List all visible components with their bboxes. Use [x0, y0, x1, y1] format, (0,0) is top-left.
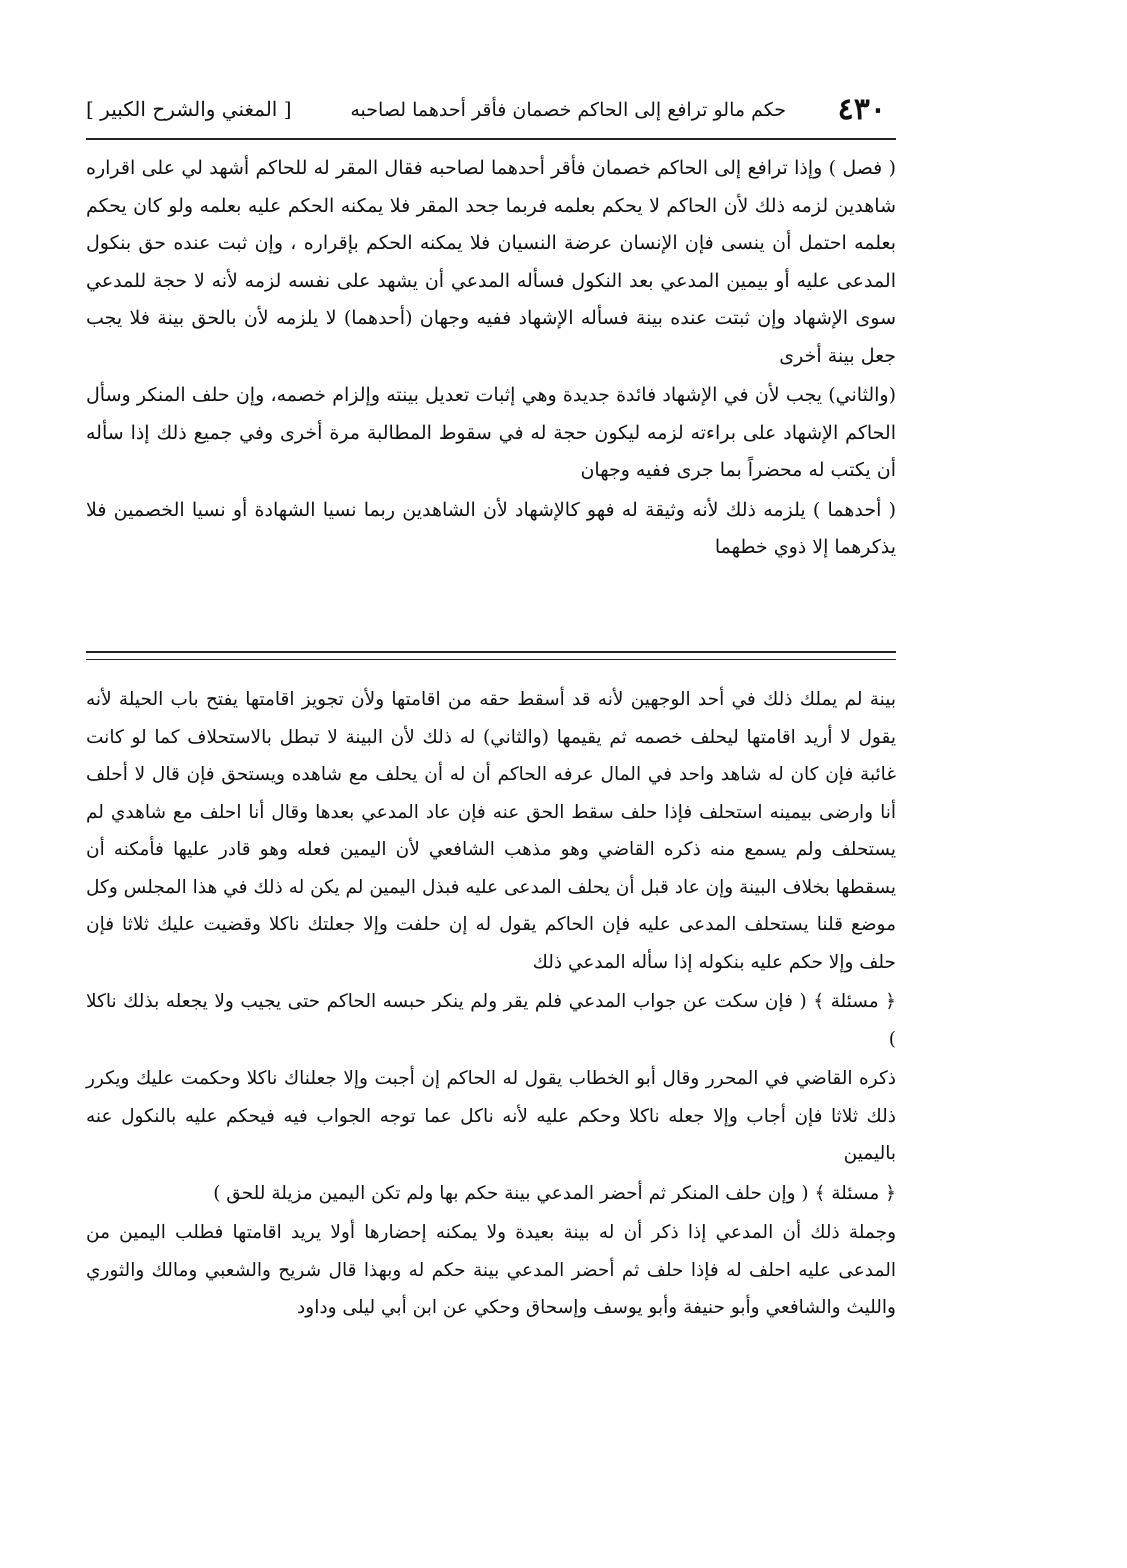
page-header [86, 86, 896, 140]
page-number: ٤٣٠ [837, 92, 886, 127]
running-title: حكم مالو ترافع إلى الحاكم خصمان فأقر أحدهما لصاحبه [350, 99, 786, 121]
section-divider [86, 651, 896, 660]
main-text-section [86, 150, 896, 569]
commentary-section [86, 681, 896, 1329]
paragraph: ( أحدهما ) يلزمه ذلك لأنه وثيقة له فهو كالإشهاد لأن الشاهدين ربما نسيا الشهادة أو نسيا الخصمين فلا يذكرهما إلا ذوي خطهما [86, 498, 896, 558]
paragraph: وجملة ذلك أن المدعي إذا ذكر أن له بينة بعيدة ولا يمكنه إحضارها أولا يريد اقامتها فطلب اليمين من المدعى عليه احلف له فإذا حلف ثم أحضر المدعي بينة حكم له وبهذا قال شريح والشعبي ومالك والثوري والليث والشافعي وأبو حنيفة وأبو يوسف وإسحاق وحكي عن ابن أبي ليلى وداود [86, 1222, 896, 1318]
paragraph: ( فصل ) وإذا ترافع إلى الحاكم خصمان فأقر أحدهما لصاحبه فقال المقر له للحاكم أشهد لي على اقراره شاهدين لزمه ذلك لأن الحاكم لا يحكم بعلمه فربما جحد المقر فلا يمكنه الحكم عليه بعلمه ولو كان يحكم بعلمه احتمل أن ينسى فإن الإنسان عرضة النسيان فلا يمكنه الحكم بإقراره ، وإن ثبت عنده حق بنكول المدعى عليه أو بيمين المدعي بعد النكول فسأله المدعي أن يشهد على نفسه لزمه لأنه لا حجة للمدعي سوى الإشهاد وإن ثبتت عنده بينة فسأله الإشهاد ففيه وجهان (أحدهما) لا يلزمه لأن بالحق بينة فلا يجب جعل بينة أخرى [86, 157, 896, 367]
book-title: [ المغني والشرح الكبير ] [86, 97, 292, 121]
paragraph: ذكره القاضي في المحرر وقال أبو الخطاب يقول له الحاكم إن أجبت وإلا جعلناك ناكلا وحكمت عليك ويكرر ذلك ثلاثا فإن أجاب وإلا جعله ناكلا وحكم عليه لأنه ناكل عما توجه الجواب فيه فيحكم عليه بالنكول عنه باليمين [86, 1068, 896, 1164]
paragraph: ﴿ مسئلة ﴾ ( وإن حلف المنكر ثم أحضر المدعي بينة حكم بها ولم تكن اليمين مزيلة للحق ) [213, 1182, 896, 1204]
paragraph: ﴿ مسئلة ﴾ ( فإن سكت عن جواب المدعي فلم يقر ولم ينكر حبسه الحاكم حتى يجيب ولا يجعله بذلك ناكلا ) [86, 991, 896, 1050]
paragraph: بينة لم يملك ذلك في أحد الوجهين لأنه قد أسقط حقه من اقامتها ولأن تجويز اقامتها يفتح باب الحيلة لأنه يقول لا أريد اقامتها ليحلف خصمه ثم يقيمها (والثاني) له ذلك لأن البينة لا تبطل بالاستحلاف كما لو كانت غائبة فإن كان له شاهد واحد في المال عرفه الحاكم أن له أن يحلف مع شاهده ويستحق فإن قال لا أحلف أنا وارضى بيمينه استحلف فإذا حلف سقط الحق عنه فإن عاد المدعي بعدها وقال أنا احلف مع شاهدي لم يستحلف ولم يسمع منه ذكره القاضي وهو مذهب الشافعي لأن اليمين فعله وهو قادر عليها فأمكنه أن يسقطها بخلاف البينة وإن عاد قبل أن يحلف المدعى عليه فبذل اليمين لم يكن له ذلك في هذا المجلس وكل موضع قلنا يستحلف المدعى عليه فإن الحاكم يقول له إن حلفت وإلا جعلتك ناكلا وقضيت عليك ثلاثا فإن حلف وإلا حكم عليه بنكوله إذا سأله المدعي ذلك [86, 689, 896, 973]
paragraph: (والثاني) يجب لأن في الإشهاد فائدة جديدة وهي إثبات تعديل بينته وإلزام خصمه، وإن حلف المنكر وسأل الحاكم الإشهاد على براءته لزمه ليكون حجة له في سقوط المطالبة مرة أخرى وفي جميع ذلك إذا سأله أن يكتب له محضراً بما جرى ففيه وجهان [86, 384, 896, 481]
book-page [86, 86, 896, 1318]
